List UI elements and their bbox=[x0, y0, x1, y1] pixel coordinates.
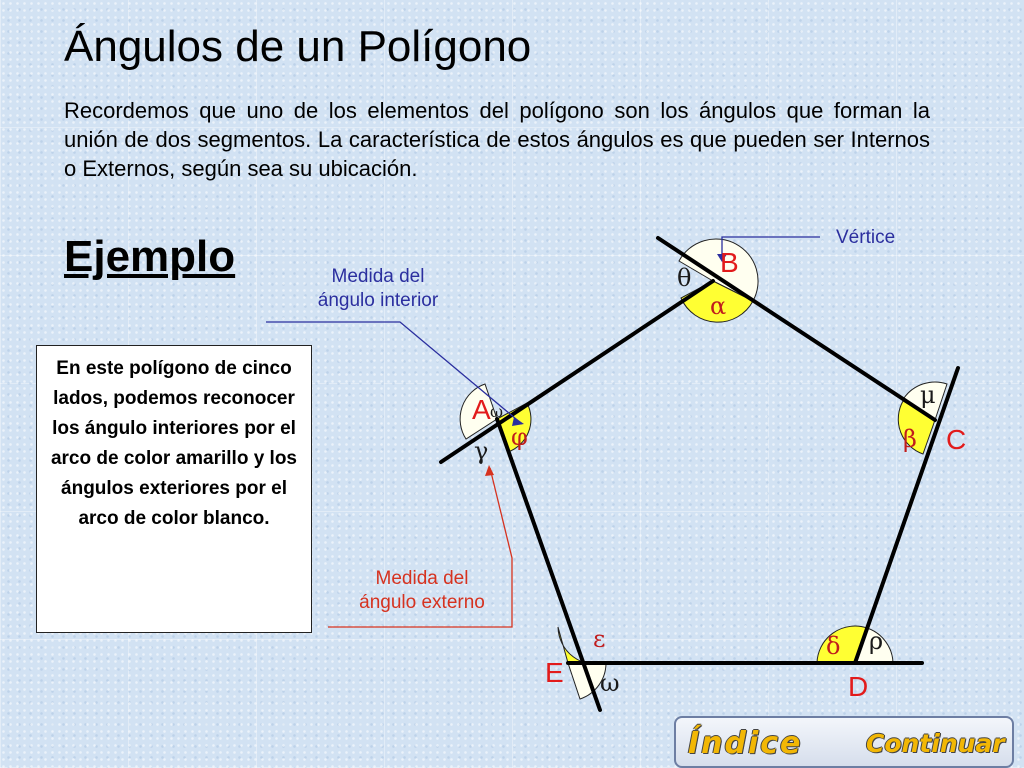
intro-paragraph: Recordemos que uno de los elementos del polígono son los ángulos que forman la unión de dos segmentos. La característica de estos ángulos es que pueden ser Internos o Externos, según sea su ubicación. bbox=[64, 98, 930, 181]
interior-angle-label-C: β bbox=[903, 425, 917, 453]
exterior-callout-line1: Medida del bbox=[375, 568, 469, 589]
exterior-angle-label-D: ρ bbox=[869, 627, 884, 655]
interior-callout-line1: Medida del bbox=[331, 266, 425, 287]
exterior-angle-label-C: μ bbox=[920, 381, 936, 409]
interior-angle-label-D: δ bbox=[826, 632, 841, 660]
interior-angle-label-E: ε bbox=[593, 625, 606, 653]
side-BC bbox=[658, 238, 935, 420]
vertex-callout: Vértice bbox=[836, 227, 896, 248]
info-box: En este polígono de cinco lados, podemos reconocer los ángulo interiores por el arco de color amarillo y los ángulos exteriores por el arco de color blanco. bbox=[36, 345, 312, 633]
continuar-button[interactable]: Continuar bbox=[866, 729, 1005, 758]
interior-angle-callout bbox=[288, 265, 468, 313]
exterior-angle-label-B: θ bbox=[677, 264, 692, 292]
interior-callout-line2: ángulo interior bbox=[317, 290, 439, 311]
exterior-callout-line2: ángulo externo bbox=[359, 592, 485, 613]
exterior-angle-label-E: ω bbox=[600, 669, 620, 697]
exterior-angle-label-A-lower: γ bbox=[474, 437, 489, 465]
vertex-label-D: D bbox=[848, 671, 869, 702]
slide-title: Ángulos de un Polígono bbox=[64, 22, 532, 71]
exterior-arrowhead bbox=[485, 465, 494, 476]
interior-angle-label-A: φ bbox=[511, 423, 528, 451]
vertex-label-E: E bbox=[545, 657, 564, 688]
interior-angle-label-B: α bbox=[710, 292, 727, 320]
vertex-label-B: B bbox=[720, 247, 739, 278]
vertex-label-A: A bbox=[472, 394, 491, 425]
side-AB bbox=[441, 281, 713, 462]
exterior-angle-label-A-upper: ω bbox=[490, 402, 504, 421]
indice-button[interactable]: Índice bbox=[688, 726, 803, 761]
exterior-angle-callout bbox=[332, 567, 512, 615]
vertex-label-C: C bbox=[946, 424, 967, 455]
example-heading: Ejemplo bbox=[64, 232, 236, 281]
